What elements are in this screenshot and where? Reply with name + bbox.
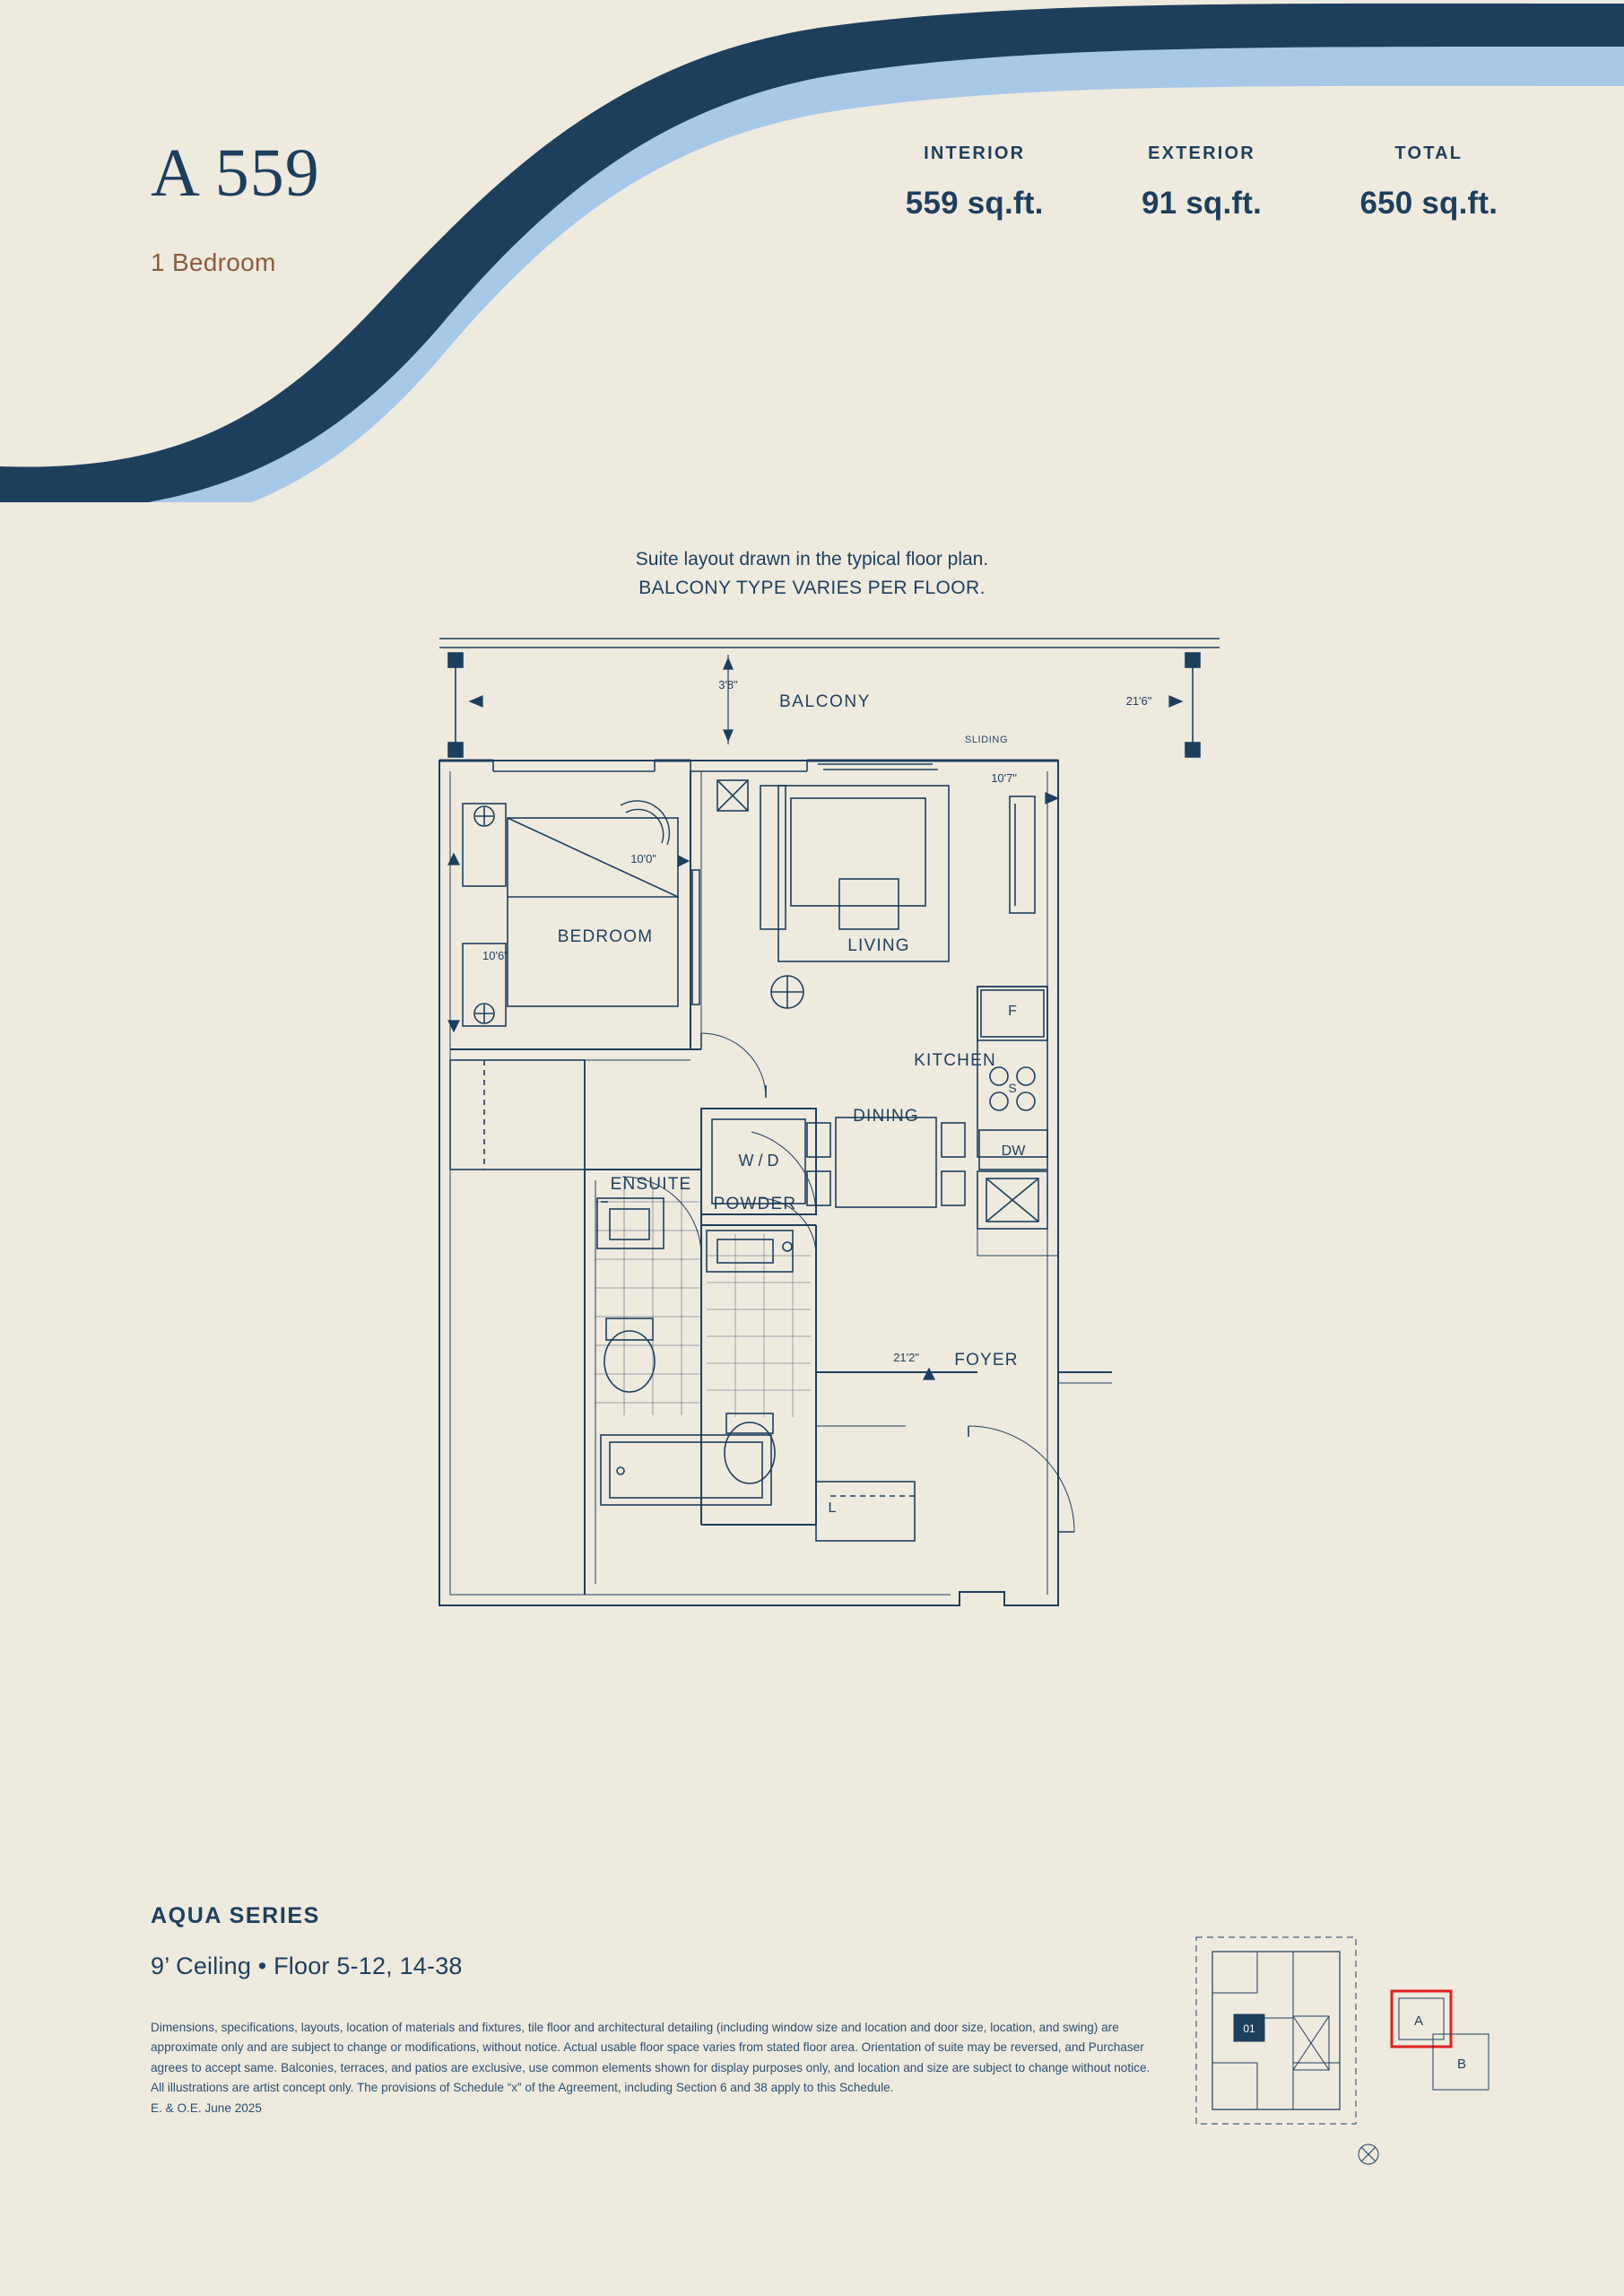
- appliance-linen: L: [828, 1500, 837, 1516]
- area-exterior-label: EXTERIOR: [1148, 144, 1255, 163]
- floor-plan-drawing: [430, 628, 1238, 1632]
- keyplan-tower-b: B: [1456, 2057, 1467, 2072]
- suite-code: A 559: [151, 135, 320, 211]
- room-label-ensuite: ENSUITE: [610, 1175, 692, 1194]
- area-interior: [861, 144, 1088, 222]
- balcony-note-line2: BALCONY TYPE VARIES PER FLOOR.: [638, 577, 986, 598]
- suite-type: 1 Bedroom: [151, 248, 276, 276]
- area-total-value: 650 sq.ft.: [1359, 186, 1498, 221]
- appliance-dishwasher: DW: [1001, 1144, 1026, 1159]
- legal-text: Dimensions, specifications, layouts, location of materials and fixtures, tile floor and architectural detailing (including window size and location and door size, location, and swing) are approximate only and are subject to change or modifications, without notice. Actual usable floor space varies from stated floor area. Orientation of suite may be reversed, and Purchaser agrees to accept same. Balconies, terraces, and patios are exclusive, use common elements shown for display purposes only, and location and size are subject to change without notice. All illustrations are artist concept only. The provisions of Schedule “x” of the Agreement, including Section 6 and 38 apply to this Schedule.: [151, 2021, 1151, 2095]
- dim-bedroom-width: 10'0": [630, 852, 656, 865]
- appliance-fridge: F: [1008, 1004, 1017, 1019]
- label-sliding: SLIDING: [964, 735, 1009, 745]
- area-interior-label: INTERIOR: [924, 144, 1026, 163]
- room-label-wd: W / D: [738, 1152, 779, 1170]
- appliance-stove: S: [1008, 1081, 1017, 1095]
- keyplan-unit-number: 01: [1243, 2022, 1255, 2035]
- key-plan: [1193, 1928, 1515, 2179]
- room-label-living: LIVING: [847, 936, 910, 955]
- dim-living-width: 10'7": [991, 771, 1017, 785]
- ceiling-floors: 9’ Ceiling • Floor 5-12, 14-38: [151, 1952, 463, 1979]
- room-label-balcony: BALCONY: [778, 692, 872, 711]
- dim-bedroom-depth: 10'6": [482, 949, 508, 962]
- keyplan-tower-a: A: [1413, 2013, 1424, 2029]
- room-label-powder: POWDER: [713, 1195, 797, 1213]
- area-total-label: TOTAL: [1394, 144, 1463, 163]
- area-exterior: [1088, 144, 1315, 222]
- balcony-note-line1: Suite layout drawn in the typical floor plan.: [635, 549, 989, 570]
- area-total: [1316, 144, 1542, 222]
- area-interior-value: 559 sq.ft.: [905, 186, 1044, 221]
- area-summary: [861, 144, 1542, 222]
- dim-suite-width: 21'2": [893, 1351, 919, 1364]
- legal-disclaimer: [151, 2018, 1164, 2118]
- series-name: AQUA SERIES: [151, 1903, 320, 1928]
- balcony-note: [0, 545, 1624, 602]
- room-label-dining: DINING: [853, 1107, 919, 1126]
- room-label-bedroom: BEDROOM: [557, 927, 654, 946]
- area-exterior-value: 91 sq.ft.: [1141, 186, 1263, 221]
- dim-balcony-width: 21'6": [1125, 694, 1152, 708]
- room-label-foyer: FOYER: [954, 1351, 1019, 1370]
- dim-balcony-depth: 3'8": [718, 678, 738, 691]
- room-label-kitchen: KITCHEN: [914, 1051, 996, 1070]
- legal-date: E. & O.E. June 2025: [151, 2100, 262, 2115]
